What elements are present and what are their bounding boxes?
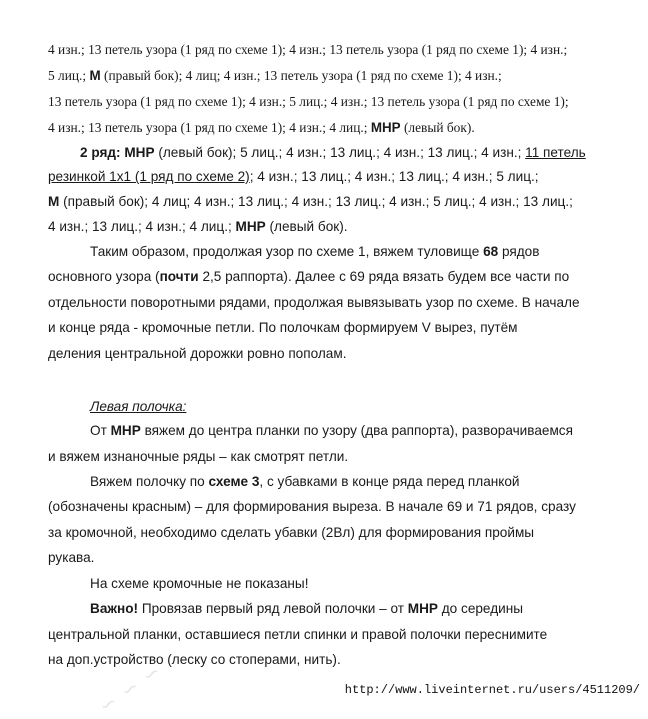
word-bold: почти bbox=[159, 269, 199, 284]
para3-line-2 bbox=[48, 498, 576, 516]
para1-line-1 bbox=[90, 243, 539, 261]
para3-line-1 bbox=[90, 473, 520, 491]
text: 2,5 раппорта). Далее с 69 ряда вязать будем все части по bbox=[202, 269, 570, 284]
section-heading: Левая полочка: bbox=[90, 399, 187, 414]
row1-line-2 bbox=[48, 67, 502, 85]
marker-bold: М bbox=[89, 68, 101, 83]
row1-line-4 bbox=[48, 119, 475, 137]
marker-bold: МНР bbox=[124, 145, 155, 160]
text: Вяжем полочку по bbox=[90, 474, 205, 489]
text: (обозначены красным) – для формирования выреза. В начале 69 и 71 рядов, сразу bbox=[48, 499, 576, 514]
text: рядов bbox=[501, 244, 540, 259]
text: за кромочной, необходимо сделать убавки (2Вл) для формирования проймы bbox=[48, 525, 535, 540]
text: до середины bbox=[441, 601, 524, 616]
important-label: Важно! bbox=[90, 601, 139, 616]
para1-line-4 bbox=[48, 319, 518, 337]
row1-line-1 bbox=[48, 41, 567, 59]
marker-bold: МНР bbox=[235, 219, 266, 234]
row2-line-1 bbox=[80, 144, 586, 162]
marker-bold: МНР bbox=[407, 601, 438, 616]
note-line bbox=[90, 575, 308, 593]
text: деления центральной дорожки ровно пополам. bbox=[48, 346, 347, 361]
row-label: 2 ряд: bbox=[80, 145, 121, 160]
number-bold: 68 bbox=[483, 244, 499, 259]
para1-line-5 bbox=[48, 345, 347, 363]
text: основного узора ( bbox=[48, 269, 160, 284]
text: 4 изн.; 13 петель узора (1 ряд по схеме 1); 4 изн.; 4 лиц.; bbox=[48, 120, 368, 135]
para3-line-4 bbox=[48, 549, 94, 567]
para2-line-2 bbox=[48, 448, 348, 466]
text: Таким образом, продолжая узор по схеме 1, вяжем туловище bbox=[90, 244, 480, 259]
text: рукава. bbox=[48, 550, 95, 565]
important-line-1 bbox=[90, 600, 523, 618]
text: 4 изн.; 13 петель узора (1 ряд по схеме 1); 4 изн.; 13 петель узора (1 ряд по схеме 1); 4 изн.; bbox=[48, 42, 568, 57]
watermark-mark: ∽ ∽ ∽ bbox=[95, 659, 167, 719]
text: центральной планки, оставшиеся петли спинки и правой полочки переснимите bbox=[48, 627, 548, 642]
underlined-text: 11 петель bbox=[525, 145, 586, 160]
marker-bold: МНР bbox=[370, 120, 401, 135]
important-line-2 bbox=[48, 626, 547, 644]
watermark-url: http://www.liveinternet.ru/users/4511209/ bbox=[344, 683, 640, 697]
text: на доп.устройство (леску со стоперами, нить). bbox=[48, 652, 341, 667]
text: (правый бок); 4 лиц; 4 изн.; 13 лиц.; 4 изн.; 13 лиц.; 4 изн.; 5 лиц.; 4 изн.; 13 лиц.; bbox=[63, 194, 573, 209]
text: 5 лиц.; bbox=[48, 68, 87, 83]
text: 13 петель узора (1 ряд по схеме 1); 4 изн.; 5 лиц.; 4 изн.; 13 петель узора (1 ряд по схеме 1); bbox=[48, 94, 569, 109]
row2-line-4 bbox=[48, 218, 348, 236]
text: отдельности поворотными рядами, продолжая вывязывать узор по схеме. В начале bbox=[48, 295, 580, 310]
text: (левый бок). bbox=[269, 219, 348, 234]
text: (правый бок); 4 лиц; 4 изн.; 13 петель узора (1 ряд по схеме 1); 4 изн.; bbox=[104, 68, 502, 83]
text: На схеме кромочные не показаны! bbox=[90, 576, 309, 591]
text: (левый бок). bbox=[403, 120, 475, 135]
row2-line-3 bbox=[48, 193, 573, 211]
underlined-text: резинкой 1х1 (1 ряд по схеме 2) bbox=[48, 169, 250, 184]
para1-line-2 bbox=[48, 268, 569, 286]
text: (левый бок); 5 лиц.; 4 изн.; 13 лиц.; 4 изн.; 13 лиц.; 4 изн.; bbox=[158, 145, 522, 160]
para3-line-3 bbox=[48, 524, 534, 542]
marker-bold: МНР bbox=[110, 423, 141, 438]
text: вяжем до центра планки по узору (два раппорта), разворачиваемся bbox=[144, 423, 573, 438]
text: 4 изн.; 13 лиц.; 4 изн.; 4 лиц.; bbox=[48, 219, 232, 234]
marker-bold: М bbox=[48, 194, 60, 209]
text: и вяжем изнаночные ряды – как смотрят петли. bbox=[48, 449, 349, 464]
text: От bbox=[90, 423, 107, 438]
scheme-bold: схеме 3 bbox=[208, 474, 260, 489]
text: , с убавками в конце ряда перед планкой bbox=[259, 474, 520, 489]
para2-line-1 bbox=[90, 422, 573, 440]
text: Провязав первый ряд левой полочки – от bbox=[141, 601, 404, 616]
row1-line-3 bbox=[48, 93, 569, 111]
para1-line-3 bbox=[48, 294, 580, 312]
text: ; 4 изн.; 13 лиц.; 4 изн.; 13 лиц.; 4 изн.; 5 лиц.; bbox=[249, 169, 539, 184]
important-line-3 bbox=[48, 651, 341, 669]
row2-line-2 bbox=[48, 168, 539, 186]
text: и конце ряда - кромочные петли. По полочкам формируем V вырез, путём bbox=[48, 320, 518, 335]
